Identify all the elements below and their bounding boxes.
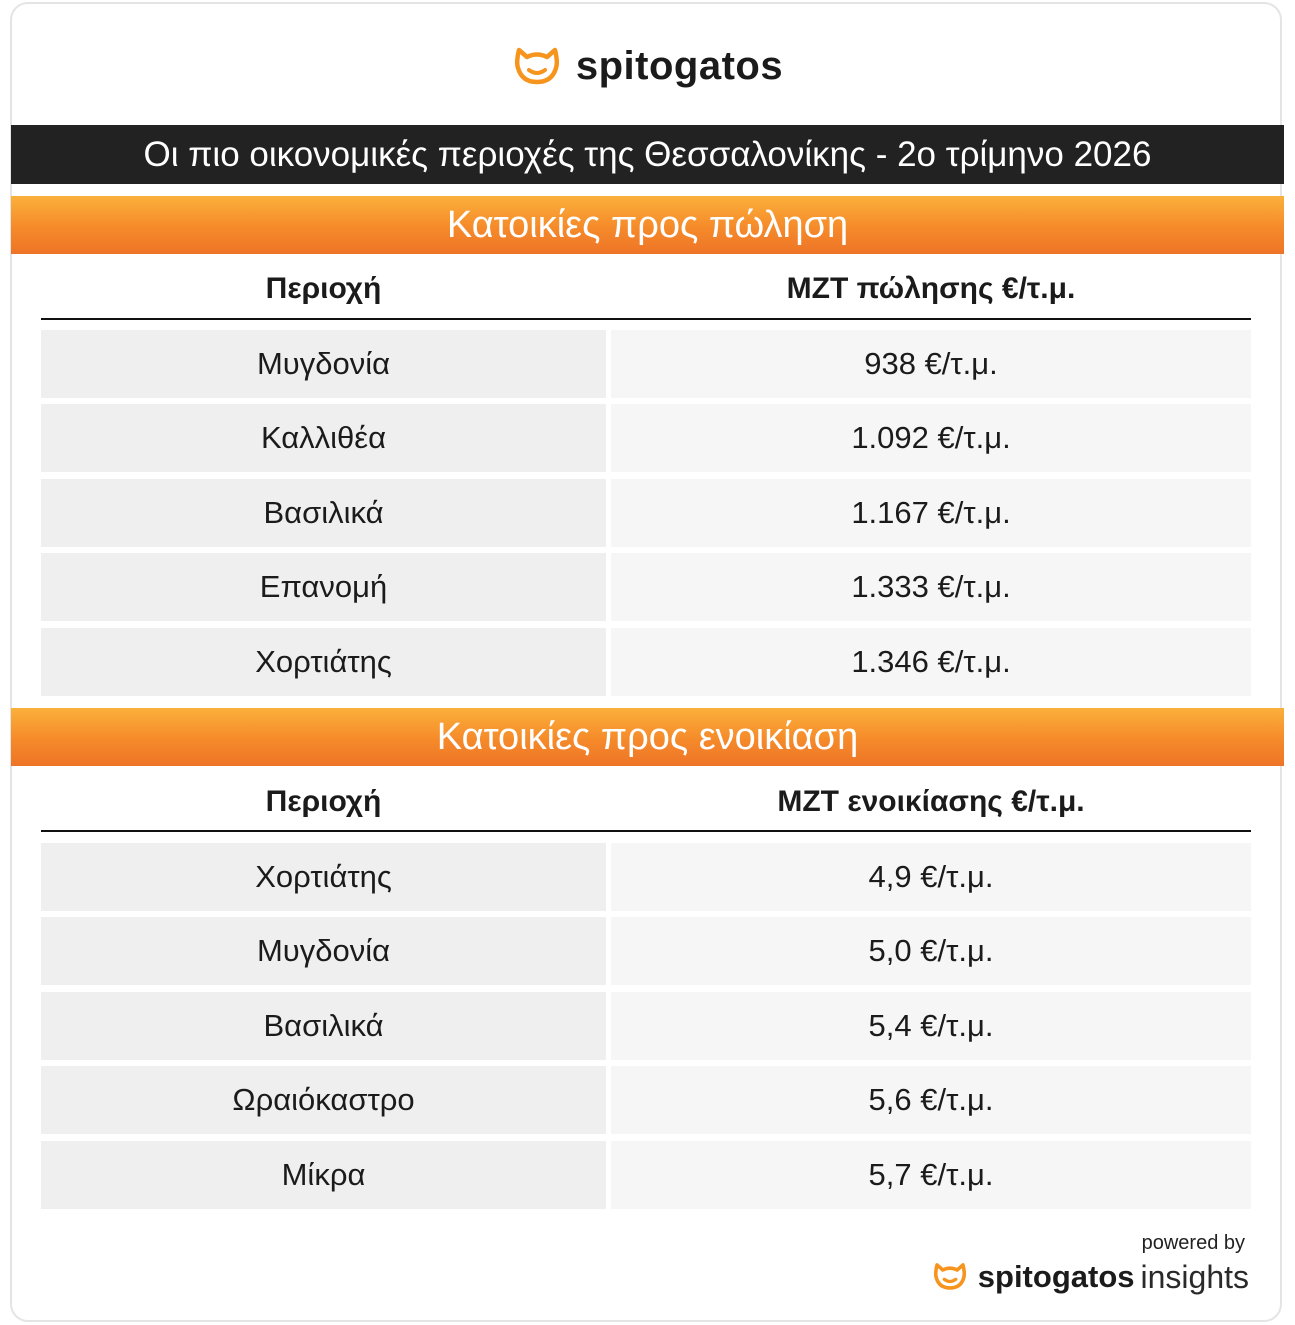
rent-header-rule: [41, 830, 1251, 832]
brand-logo: [0, 38, 1295, 94]
area-cell: Χορτιάτης: [41, 628, 606, 696]
price-cell: 5,4 €/τ.μ.: [611, 992, 1251, 1060]
table-row: [41, 1141, 1251, 1209]
area-cell: Μίκρα: [41, 1141, 606, 1209]
footer-product-name: insights: [1140, 1258, 1249, 1295]
table-row: [41, 917, 1251, 985]
price-cell: 5,0 €/τ.μ.: [611, 917, 1251, 985]
table-row: [41, 330, 1251, 398]
page-title: Οι πιο οικονομικές περιοχές της Θεσσαλονίκης - 2ο τρίμηνο 2026: [11, 125, 1284, 184]
table-row: [41, 404, 1251, 472]
price-cell: 1.092 €/τ.μ.: [611, 404, 1251, 472]
price-cell: 938 €/τ.μ.: [611, 330, 1251, 398]
area-cell: Βασιλικά: [41, 479, 606, 547]
area-cell: Μυγδονία: [41, 330, 606, 398]
rent-section-heading: Κατοικίες προς ενοικίαση: [11, 708, 1284, 766]
cat-head-icon: [932, 1259, 968, 1296]
brand-name: spitogatos: [575, 43, 784, 88]
table-row: [41, 628, 1251, 696]
price-cell: 5,7 €/τ.μ.: [611, 1141, 1251, 1209]
area-cell: Χορτιάτης: [41, 843, 606, 911]
rent-col-price-header: ΜΖΤ ενοικίασης €/τ.μ.: [777, 785, 1085, 818]
powered-by-label: powered by: [1141, 1232, 1245, 1254]
rent-col-area-header: Περιοχή: [265, 785, 382, 818]
area-cell: Καλλιθέα: [41, 404, 606, 472]
sale-col-area-header: Περιοχή: [265, 272, 382, 305]
area-cell: Επανομή: [41, 553, 606, 621]
table-row: [41, 553, 1251, 621]
table-row: [41, 843, 1251, 911]
price-cell: 1.167 €/τ.μ.: [611, 479, 1251, 547]
area-cell: Μυγδονία: [41, 917, 606, 985]
sale-col-price-header: ΜΖΤ πώλησης €/τ.μ.: [786, 272, 1076, 305]
sale-section-heading: Κατοικίες προς πώληση: [11, 196, 1284, 254]
area-cell: Βασιλικά: [41, 992, 606, 1060]
price-cell: 5,6 €/τ.μ.: [611, 1066, 1251, 1134]
cat-head-icon: [512, 42, 562, 91]
footer-brand-name: spitogatos: [977, 1259, 1135, 1294]
table-row: [41, 992, 1251, 1060]
price-cell: 1.333 €/τ.μ.: [611, 553, 1251, 621]
area-cell: Ωραιόκαστρο: [41, 1066, 606, 1134]
price-cell: 4,9 €/τ.μ.: [611, 843, 1251, 911]
sale-header-rule: [41, 318, 1251, 320]
table-row: [41, 479, 1251, 547]
footer-logo: [932, 1257, 1249, 1297]
price-cell: 1.346 €/τ.μ.: [611, 628, 1251, 696]
table-row: [41, 1066, 1251, 1134]
